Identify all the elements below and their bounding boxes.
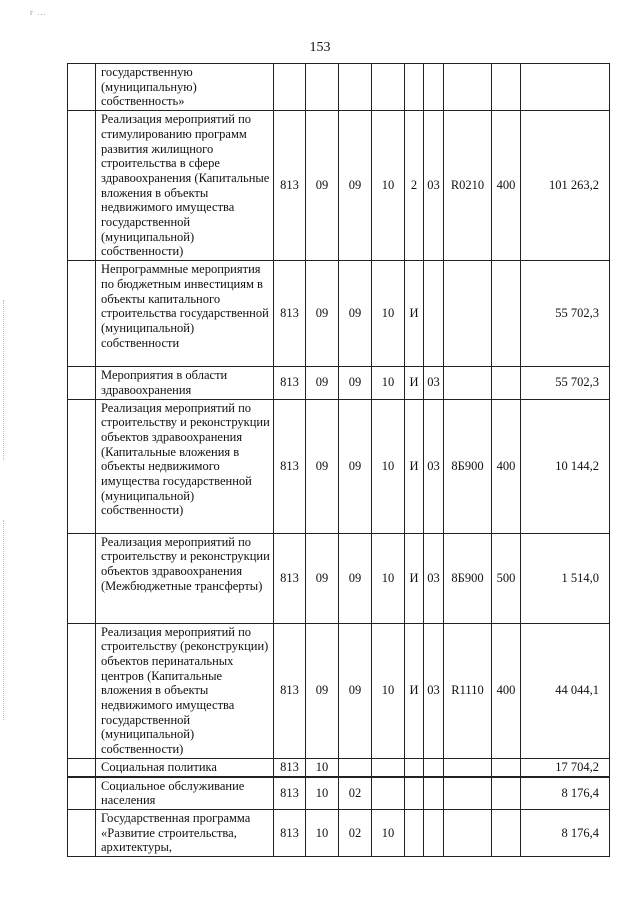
page-number: 153 [309,40,331,55]
expense-type-code: 400 [492,111,521,261]
target-article-subprogram: И [405,533,424,623]
row-marker-cell [68,809,96,856]
row-name: Реализация мероприятий по строительству и реконструкции объектов здравоохранения (Межбюджетные трансферты) [96,533,274,623]
target-article-subprogram [405,777,424,810]
amount [521,64,610,111]
expense-type-code: 400 [492,399,521,533]
dept-code: 813 [274,758,306,776]
section-code: 09 [306,623,339,758]
subsection-code [339,758,372,776]
row-name: Непрограммные мероприятия по бюджетным инвестициям в объекты капитального строительства государственной (муниципальной) собственности [96,261,274,367]
budget-allocation-table [67,63,610,857]
subsection-code: 09 [339,111,372,261]
expense-type-code [492,367,521,399]
target-article-direction [444,758,492,776]
target-article-event [424,758,444,776]
row-name: Государственная программа «Развитие строительства, архитектуры, [96,809,274,856]
expense-type-code: 500 [492,533,521,623]
dept-code: 813 [274,399,306,533]
row-name: Социальная политика [96,758,274,776]
dept-code: 813 [274,261,306,367]
table-row [68,367,610,399]
target-article-direction [444,777,492,810]
row-marker-cell [68,64,96,111]
target-article-direction [444,64,492,111]
table-row [68,64,610,111]
target-article-program: 10 [372,261,405,367]
target-article-program: 10 [372,533,405,623]
expense-type-code [492,809,521,856]
dept-code [274,64,306,111]
row-marker-cell [68,367,96,399]
subsection-code: 09 [339,623,372,758]
amount: 55 702,3 [521,367,610,399]
target-article-subprogram: И [405,261,424,367]
row-marker-cell [68,623,96,758]
dept-code: 813 [274,111,306,261]
target-article-event: 03 [424,111,444,261]
amount: 1 514,0 [521,533,610,623]
target-article-program: 10 [372,367,405,399]
target-article-direction [444,367,492,399]
target-article-subprogram [405,758,424,776]
target-article-program [372,758,405,776]
subsection-code: 09 [339,367,372,399]
section-code: 09 [306,533,339,623]
section-code: 10 [306,758,339,776]
section-code [306,64,339,111]
target-article-direction: 8Б900 [444,399,492,533]
target-article-subprogram: И [405,399,424,533]
row-marker-cell [68,758,96,776]
target-article-event: 03 [424,399,444,533]
target-article-event: 03 [424,533,444,623]
subsection-code: 09 [339,533,372,623]
expense-type-code [492,758,521,776]
row-marker-cell [68,261,96,367]
dept-code: 813 [274,777,306,810]
expense-type-code: 400 [492,623,521,758]
table-row [68,809,610,856]
row-marker-cell [68,399,96,533]
dept-code: 813 [274,533,306,623]
expense-type-code [492,64,521,111]
target-article-direction [444,809,492,856]
subsection-code: 09 [339,261,372,367]
section-code: 09 [306,367,339,399]
section-code: 09 [306,261,339,367]
section-code: 10 [306,809,339,856]
row-name: Реализация мероприятий по стимулированию программ развития жилищного строительства в сфере здравоохранения (Капитальные вложения в объекты недвижимого имущества государственной (муниципальной) собственности) [96,111,274,261]
amount: 55 702,3 [521,261,610,367]
target-article-program: 10 [372,111,405,261]
subsection-code: 02 [339,809,372,856]
row-name: Мероприятия в области здравоохранения [96,367,274,399]
row-name: Социальное обслуживание населения [96,777,274,810]
amount: 10 144,2 [521,399,610,533]
target-article-event [424,64,444,111]
table-row [68,758,610,776]
table-row [68,533,610,623]
expense-type-code [492,777,521,810]
table-row [68,111,610,261]
target-article-program: 10 [372,809,405,856]
target-article-event [424,777,444,810]
table-row [68,777,610,810]
target-article-direction: R1110 [444,623,492,758]
target-article-event: 03 [424,623,444,758]
scan-edge-line [3,520,4,720]
row-name: государственную (муниципальную) собственность» [96,64,274,111]
amount: 8 176,4 [521,777,610,810]
target-article-program [372,64,405,111]
target-article-event [424,261,444,367]
target-article-subprogram [405,64,424,111]
target-article-event: 03 [424,367,444,399]
row-marker-cell [68,777,96,810]
dept-code: 813 [274,367,306,399]
target-article-subprogram: 2 [405,111,424,261]
target-article-subprogram [405,809,424,856]
dept-code: 813 [274,623,306,758]
row-marker-cell [68,533,96,623]
scan-noise-mark: г ... [30,8,47,17]
dept-code: 813 [274,809,306,856]
target-article-program: 10 [372,623,405,758]
expense-type-code [492,261,521,367]
table-row [68,623,610,758]
target-article-direction: R0210 [444,111,492,261]
target-article-direction [444,261,492,367]
row-name: Реализация мероприятий по строительству и реконструкции объектов здравоохранения (Капитальные вложения в объекты недвижимого имущества государственной (муниципальной) собственности) [96,399,274,533]
target-article-subprogram: И [405,623,424,758]
scan-edge-line [3,300,4,460]
target-article-program [372,777,405,810]
amount: 101 263,2 [521,111,610,261]
amount: 44 044,1 [521,623,610,758]
amount: 17 704,2 [521,758,610,776]
subsection-code: 09 [339,399,372,533]
subsection-code: 02 [339,777,372,810]
target-article-subprogram: И [405,367,424,399]
section-code: 09 [306,111,339,261]
amount: 8 176,4 [521,809,610,856]
row-name: Реализация мероприятий по строительству (реконструкции) объектов перинатальных центров (Капитальные вложения в объекты недвижимого имущества государственной (муниципальной) собственности) [96,623,274,758]
table-row [68,399,610,533]
subsection-code [339,64,372,111]
row-marker-cell [68,111,96,261]
target-article-direction: 8Б900 [444,533,492,623]
target-article-program: 10 [372,399,405,533]
section-code: 10 [306,777,339,810]
section-code: 09 [306,399,339,533]
target-article-event [424,809,444,856]
table-row [68,261,610,367]
